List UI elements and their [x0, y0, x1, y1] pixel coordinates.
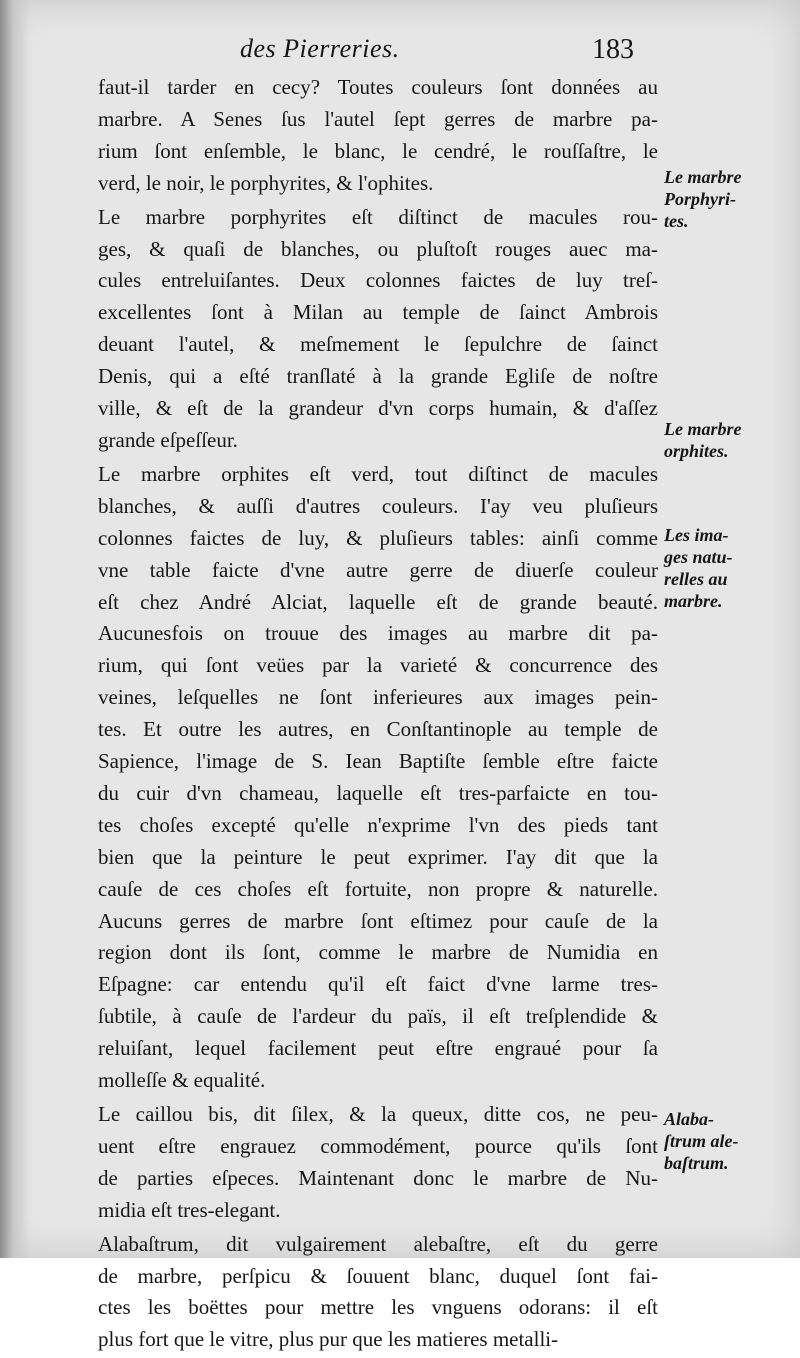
text-line: excellentes ſont à Milan au temple de ſainct Ambrois — [98, 300, 658, 325]
text-line: de parties eſpeces. Maintenant donc le marbre de Nu- — [98, 1165, 658, 1190]
text-line: rium, qui ſont veües par la varieté & concurrence des — [98, 653, 658, 678]
text-line: region dont ils ſont, comme le marbre de Numidia en — [98, 940, 658, 965]
margin-note-images-naturelles — [664, 524, 794, 612]
text-line: Le marbre orphites eſt verd, tout diſtinct de macules — [98, 461, 658, 486]
margin-note-line: orphites. — [664, 441, 729, 461]
margin-note-line: Alaba- — [664, 1109, 715, 1129]
text-line: ges, & quaſi de blanches, ou pluſtoſt rouges auec ma- — [98, 236, 658, 261]
margin-note-line: baſtrum. — [664, 1153, 729, 1173]
paragraph — [80, 1099, 658, 1227]
margin-note-line: marbre. — [664, 591, 723, 611]
text-line: marbre. A Senes ſus l'autel ſept gerres de marbre pa- — [98, 106, 658, 131]
page-number: 183 — [592, 34, 634, 65]
text-line: grande eſpeſſeur. — [98, 427, 238, 452]
binding-shadow — [0, 0, 30, 1258]
text-line: molleſſe & equalité. — [98, 1068, 266, 1093]
text-line: Le marbre porphyrites eſt diſtinct de macules rou- — [98, 204, 658, 229]
paragraph — [80, 459, 658, 1097]
text-line: colonnes faictes de luy, & pluſieurs tables: ainſi comme — [98, 525, 658, 550]
margin-note-line: tes. — [664, 211, 689, 231]
running-title: des Pierreries. — [240, 34, 400, 63]
running-head — [0, 30, 800, 70]
text-line: reluiſant, lequel facilement peut eſtre engraué pour ſa — [98, 1036, 658, 1061]
text-line: Sapience, l'image de S. Iean Baptiſte ſemble eſtre faicte — [98, 749, 658, 774]
text-line: bien que la peinture le peut exprimer. I'ay dit que la — [98, 844, 658, 869]
text-line: Le caillou bis, dit ſilex, & la queux, ditte cos, ne peu- — [98, 1102, 658, 1126]
margin-note-line: ſtrum ale- — [664, 1131, 739, 1151]
text-line: plus fort que le vitre, plus pur que les matieres metalli- — [98, 1327, 559, 1352]
text-line: deuant l'autel, & meſmement le ſepulchre de ſainct — [98, 332, 658, 357]
margin-note-line: Le marbre — [664, 419, 742, 439]
text-line: cules entreluiſantes. Deux colonnes faictes de luy treſ- — [98, 268, 658, 293]
margin-note-line: Les ima- — [664, 525, 729, 545]
margin-note-line: Le marbre — [664, 167, 742, 187]
text-line: ſubtile, à cauſe de l'ardeur du païs, il eſt treſplendide & — [98, 1004, 658, 1029]
paragraph — [80, 202, 658, 457]
text-line: Aucuns gerres de marbre ſont eſtimez pour cauſe de la — [98, 908, 658, 933]
text-line: du cuir d'vn chameau, laquelle eſt tres-parfaicte en tou- — [98, 780, 658, 805]
text-line: blanches, & auſſi d'autres couleurs. I'ay veu pluſieurs — [98, 493, 658, 518]
margin-note-line: Porphyri- — [664, 189, 736, 209]
margin-note-line: relles au — [664, 569, 728, 589]
margin-note-line: ges natu- — [664, 547, 733, 567]
margin-note-porphyrites — [664, 166, 794, 232]
text-line: rium ſont enſemble, le blanc, le cendré, le rouſſaſtre, le — [98, 138, 658, 163]
text-line: Aucunesfois on trouue des images au marbre dit pa- — [98, 621, 658, 646]
text-line: Alabaſtrum, dit vulgairement alebaſtre, eſt du gerre — [98, 1231, 658, 1256]
text-line: ctes les boëttes pour mettre les vnguens odorans: il eſt — [98, 1295, 658, 1320]
paragraph — [80, 72, 658, 200]
margin-note-alabastrum — [664, 1108, 794, 1174]
margin-note-orphites — [664, 418, 794, 462]
text-line: tes. Et outre les autres, en Conſtantinople au temple de — [98, 717, 658, 742]
text-line: verd, le noir, le porphyrites, & l'ophites. — [98, 170, 434, 195]
text-line: de marbre, perſpicu & ſouuent blanc, duquel ſont fai- — [98, 1263, 658, 1288]
main-text — [80, 72, 658, 1358]
text-line: veines, leſquelles ne ſont inferieures aux images pein- — [98, 685, 658, 710]
text-line: Eſpagne: car entendu qu'il eſt faict d'vne larme tres- — [98, 972, 658, 997]
text-line: faut-il tarder en cecy? Toutes couleurs ſont données au — [98, 75, 658, 99]
paragraph — [80, 1229, 658, 1357]
text-line: eſt chez André Alciat, laquelle eſt de grande beauté. — [98, 589, 658, 614]
text-line: cauſe de ces choſes eſt fortuite, non propre & naturelle. — [98, 876, 658, 901]
text-line: vne table faicte d'vne autre gerre de diuerſe couleur — [98, 557, 658, 582]
text-line: Denis, qui a eſté tranſlaté à la grande Egliſe de noſtre — [98, 364, 658, 389]
text-line: tes choſes excepté qu'elle n'exprime l'vn des pieds tant — [98, 812, 658, 837]
text-line: ville, & eſt de la grandeur d'vn corps humain, & d'aſſez — [98, 396, 658, 421]
text-line: midia eſt tres-elegant. — [98, 1197, 281, 1222]
text-line: uent eſtre engrauez commodément, pource qu'ils ſont — [98, 1133, 658, 1158]
